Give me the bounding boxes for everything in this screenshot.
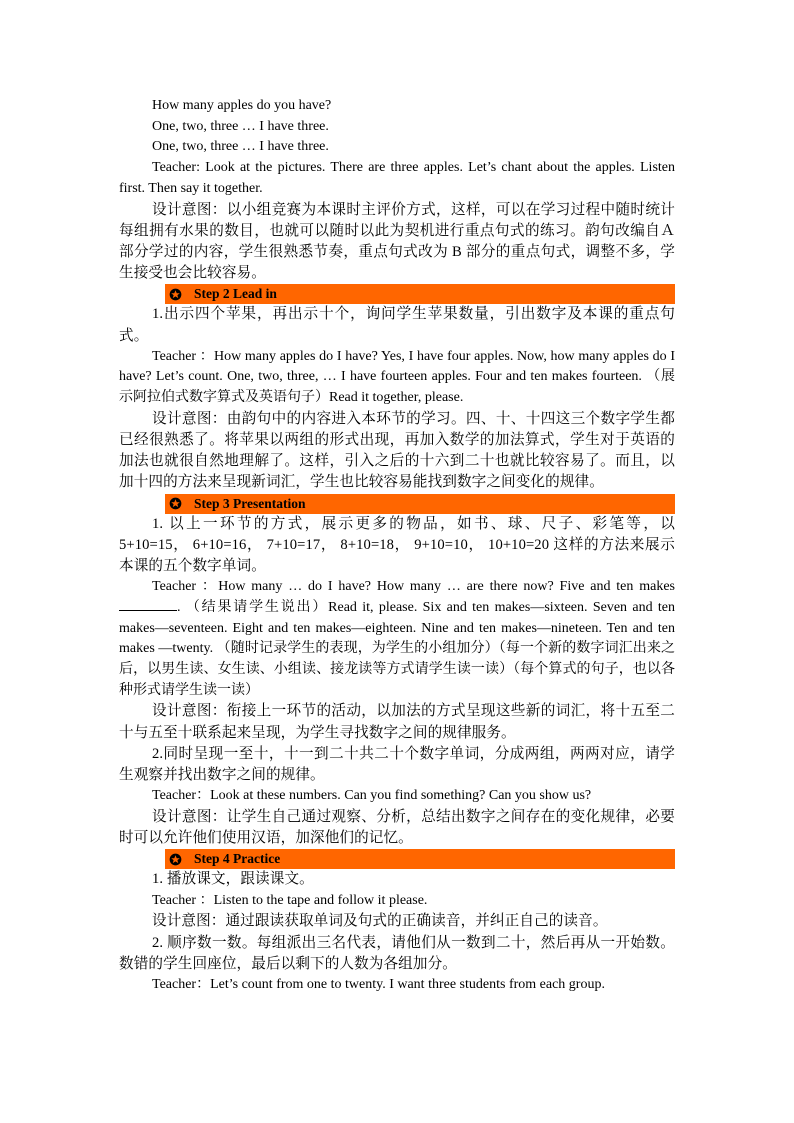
design-intent-paragraph: 设计意图：以小组竞赛为本课时主评价方式，这样，可以在学习过程中随时统计每组拥有水果的数目，也就可以随时以此为契机进行重点句式的练习。韵句改编自Ａ部分学过的内容，学生很熟悉节奏，重点句式改为 B 部分的重点句式，调整不多，学生接受也会比较容易。 [119,201,675,282]
paragraph: 2.同时呈现一至十，十一到二十共二十个数字单词，分成两组，两两对应，请学生观察并找出数字之间的规律。 [119,745,675,784]
design-intent-paragraph: 设计意图：让学生自己通过观察、分析，总结出数字之间存在的变化规律，必要时可以允许他们使用汉语，加深他们的记忆。 [119,809,675,847]
step-header [165,494,675,514]
step-header [165,284,675,304]
dialog-line: How many apples do you have? [152,98,332,113]
teacher-line: Teacher: Look at the pictures. There are three apples. Let’s chant about the apples. Listen first. Then say it together. [119,160,675,196]
teacher-line: Teacher：Let’s count from one to twenty. I want three students from each group. [152,976,605,992]
dialog-line: One, two, three … I have three. [152,139,329,155]
dialog-line: One, two, three … I have three. [152,118,329,134]
step-title: Step 3 Presentation [194,495,306,511]
text-segment: . （结果请学生说出）Read it, please. Six and ten makes—sixteen. Seven and ten makes—seventeen. Eight and ten makes—eighteen. Nine and ten makes—nineteen. Ten and ten makes —twenty. （随时记录学生的表现，为学生的小组加分）（每一个新的数字词汇出来之后，以男生读、女生读、小组读、接龙读等方式请学生读一读）（每个算式的句子，也以各种形式请学生读一读） [119,599,675,698]
design-intent-paragraph: 设计意图：衔接上一环节的活动，以加法的方式呈现这些新的词汇，将十五至二十与五至十联系起来呈现，为学生寻找数字之间的规律服务。 [119,703,675,741]
teacher-line: Teacher ：Listen to the tape and follow it please. [152,892,428,908]
step-header [165,849,675,869]
star-circle-icon [169,853,182,866]
design-intent-paragraph: 设计意图：通过跟读获取单词及句式的正确读音，并纠正自己的读音。 [152,913,608,930]
step-title: Step 4 Practice [194,851,281,867]
document-body [119,96,675,996]
star-circle-icon [169,288,182,301]
teacher-line [119,577,675,701]
paragraph: 1. 播放课文，跟读课文。 [152,871,314,888]
answer-blank [119,598,177,611]
step-title: Step 2 Lead in [194,286,277,302]
paragraph: 1. 以上一环节的方式，展示更多的物品，如书、球、尺子、彩笔等，以5+10=15， 6+10=16， 7+10=17， 8+10=18， 9+10=10， 10+10=20 这样的方法来展示本课的五个数字单词。 [119,515,675,575]
paragraph: 2. 顺序数一数。每组派出三名代表，请他们从一数到二十，然后再从一开始数。数错的学生回座位，最后以剩下的人数为各组加分。 [119,934,675,972]
star-circle-icon [169,497,182,510]
text-segment: Teacher ：How many … do I have? How many … are there now? Five and ten makes [152,579,675,595]
teacher-line: Teacher：Look at these numbers. Can you find something? Can you show us? [152,788,592,804]
teacher-line: Teacher ：How many apples do I have? Yes, I have four apples. Now, how many apples do I have? Let’s count. One, two, three, … I have fourteen apples. Four and ten makes fourteen. （展示阿拉伯式数字算式及英语句子）Read it together, please. [119,348,675,406]
paragraph: 1.出示四个苹果，再出示十个，询问学生苹果数量，引出数字及本课的重点句式。 [119,306,675,344]
design-intent-paragraph: 设计意图：由韵句中的内容进入本环节的学习。四、十、十四这三个数字学生都已经很熟悉了。将苹果以两组的形式出现，再加入数学的加法算式，学生对于英语的加法也就很自然地理解了。这样，引入之后的十六到二十也就比较容易了。而且，以加十四的方法来呈现新词汇，学生也比较容易能找到数字之间变化的规律。 [119,410,675,491]
